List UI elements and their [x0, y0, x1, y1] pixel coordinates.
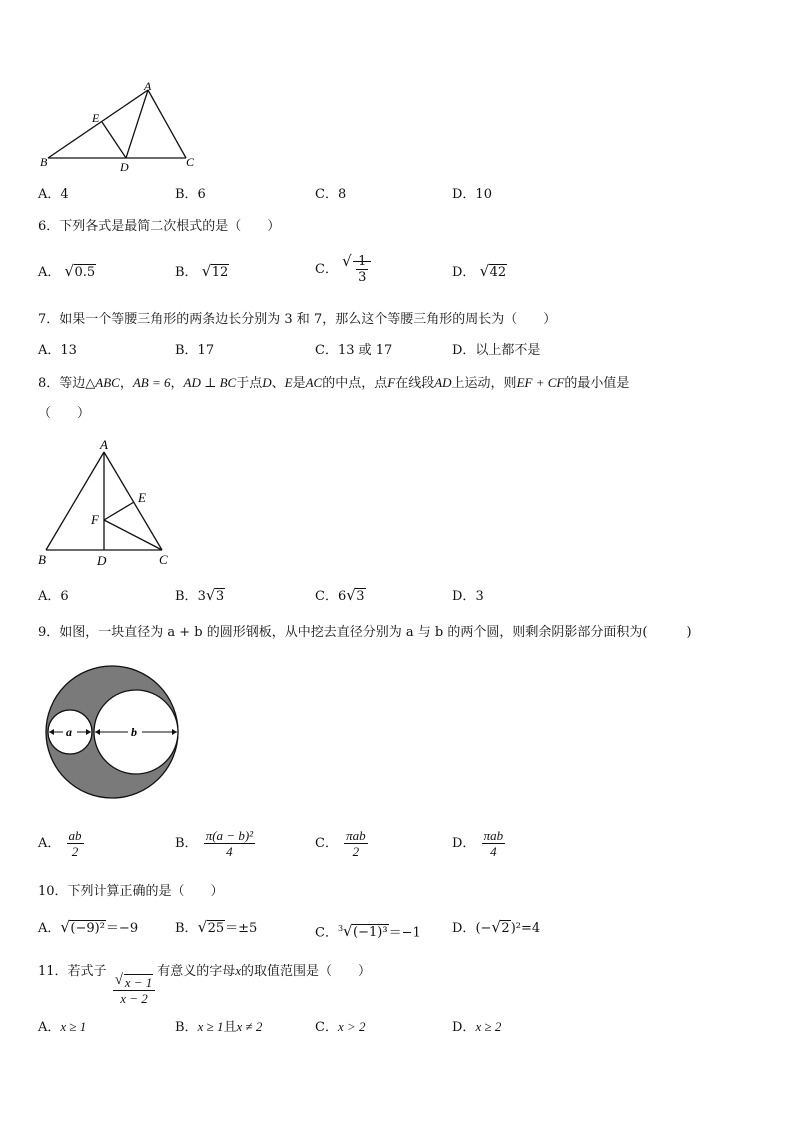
label-e: E: [92, 111, 100, 125]
q6-option-a[interactable]: [38, 264, 96, 282]
q11-prefix-d: D．: [452, 1020, 476, 1035]
q8-math: △ABC: [85, 375, 120, 390]
q8-text: 于点: [236, 376, 263, 391]
q7-option-c[interactable]: C．13 或 17: [315, 343, 393, 358]
q9-option-b[interactable]: [175, 828, 257, 859]
q8-math: E: [284, 375, 293, 390]
label-e: E: [138, 490, 146, 505]
sqrt-icon: [202, 264, 230, 282]
label-d: D: [97, 553, 107, 568]
q5-option-d[interactable]: D．10: [452, 187, 492, 202]
q11-prefix-b: B．: [175, 1020, 198, 1035]
q11-text: 有意义的字母: [157, 964, 236, 979]
sqrt-icon: [343, 924, 389, 942]
q7-option-b[interactable]: B．17: [175, 343, 215, 358]
sqrt-icon: [342, 254, 371, 285]
q9-a-numerator: ab: [68, 828, 82, 843]
q6-prefix-c: C．: [315, 262, 338, 277]
q8-text: 是: [292, 376, 306, 391]
q10-prefix-a: A．: [38, 921, 61, 936]
q9-option-a[interactable]: [38, 828, 86, 859]
q11-option-c[interactable]: [315, 1018, 366, 1037]
sqrt-icon: [65, 264, 97, 282]
q8-math: AD: [434, 375, 452, 390]
segment-ab: [46, 452, 104, 550]
q11-var: x: [235, 963, 242, 978]
q11-opt-c: x > 2: [337, 1019, 366, 1034]
q10-d-lhs: (−: [475, 921, 492, 936]
q8-opt-d-value: 3: [475, 589, 484, 604]
q11-option-b[interactable]: [175, 1018, 262, 1037]
equilateral-triangle-figure: [34, 436, 184, 570]
q11-opt-a: x ≥ 1: [60, 1019, 87, 1034]
q11-stem: [38, 962, 371, 1006]
q9-c-denominator: 2: [352, 844, 360, 859]
q8-text: ，: [119, 376, 133, 391]
q8-option-b[interactable]: [175, 588, 225, 606]
q8-math: D: [262, 375, 272, 390]
q10-a-radicand: (−9)²: [70, 921, 105, 936]
q10-b-rhs: ＝±5: [225, 921, 258, 936]
q8-opt-c-coef: 6: [337, 589, 347, 604]
q7-option-d[interactable]: D．以上都不是: [452, 343, 541, 358]
sqrt-icon: [346, 588, 365, 606]
q10-prefix-d: D．: [452, 921, 476, 936]
q9-option-d[interactable]: [452, 828, 507, 859]
segment-ad: [126, 90, 148, 158]
q6-prefix-b: B．: [175, 265, 198, 280]
q5-option-c[interactable]: C．8: [315, 187, 347, 202]
q11-text: 11．若式子: [38, 964, 107, 979]
q8-stem: [38, 374, 629, 393]
circle-plate-figure: [44, 664, 184, 804]
q9-d-numerator: πab: [483, 828, 504, 843]
q10-prefix-c: C．: [315, 925, 338, 941]
q9-prefix-c: C．: [315, 836, 338, 851]
q8-text: 在线段: [395, 376, 435, 391]
label-b: B: [38, 552, 46, 567]
q6-b-radicand: 12: [211, 265, 229, 280]
q9-a-denominator: 2: [71, 844, 79, 859]
q6-prefix-a: A．: [38, 265, 61, 280]
q11-opt-d: x ≥ 2: [475, 1019, 502, 1034]
sqrt-icon: [60, 920, 106, 938]
q10-d-radicand: 2: [501, 921, 510, 936]
q10-option-a[interactable]: [38, 920, 138, 938]
q6-prefix-d: D．: [452, 265, 476, 280]
q9-prefix-a: A．: [38, 836, 61, 851]
q10-b-radicand: 25: [207, 921, 225, 936]
q8-text: 上运动，则: [451, 376, 517, 391]
q10-c-root-index: 3: [337, 924, 344, 933]
q8-opt-c-radicand: 3: [356, 589, 365, 604]
q10-c-radicand: (−1)³: [353, 925, 388, 941]
q8-math: AC: [305, 375, 323, 390]
q8-opt-b-coef: 3: [197, 589, 206, 604]
q6-a-radicand: 0.5: [74, 265, 96, 280]
label-a: a: [66, 725, 72, 739]
q9-stem: 9．如图，一块直径为 a + b 的圆形钢板，从中挖去直径分别为 a 与 b 的两个圆，则剩余阴影部分面积为( ): [38, 625, 692, 640]
q9-prefix-d: D．: [452, 836, 476, 851]
q8-text: 、: [271, 376, 285, 391]
sqrt-icon: [491, 920, 510, 938]
q11-opt-b1: x ≥ 1: [197, 1019, 224, 1034]
segment-fe: [104, 502, 134, 520]
q9-d-denominator: 4: [490, 844, 497, 859]
q6-option-d[interactable]: [452, 264, 507, 282]
q9-b-numerator: π(a − b)²: [205, 828, 254, 843]
label-f: F: [91, 512, 99, 527]
q11-text: 的取值范围是（ ）: [241, 964, 372, 979]
q8-opt-a-value: 6: [60, 589, 69, 604]
q10-option-b[interactable]: [175, 920, 257, 938]
q6-d-radicand: 42: [489, 265, 507, 280]
q6-c-numerator: √ 1: [358, 254, 367, 269]
q7-stem: 7．如果一个等腰三角形的两条边长分别为 3 和 7，那么这个等腰三角形的周长为（ ）: [38, 312, 557, 327]
q8-text: 8．等边: [38, 376, 86, 391]
q6-c-denominator: 3: [358, 270, 367, 285]
q6-option-c[interactable]: [315, 254, 371, 285]
q8-prefix-d: D．: [452, 589, 476, 604]
q11-opt-b2: x ≠ 2: [236, 1019, 263, 1034]
q9-b-denominator: 4: [226, 844, 233, 859]
q10-option-c[interactable]: [315, 920, 421, 942]
q10-stem: 10．下列计算正确的是（ ）: [38, 884, 224, 899]
q9-option-c[interactable]: [315, 828, 370, 859]
q8-prefix-b: B．: [175, 589, 198, 604]
sqrt-icon: [198, 920, 226, 938]
q10-option-d[interactable]: [452, 920, 540, 938]
q11-denominator: x − 2: [120, 991, 148, 1006]
label-a: A: [144, 79, 152, 93]
label-b: b: [131, 725, 137, 739]
label-a: A: [100, 437, 108, 452]
q8-math: F: [387, 375, 396, 390]
q8-prefix-a: A．: [38, 589, 61, 604]
q8-text: ，: [170, 376, 184, 391]
q5-option-a[interactable]: A．4: [38, 187, 69, 202]
sqrt-icon: [480, 264, 508, 282]
q6-stem: 6．下列各式是最简二次根式的是（ ）: [38, 219, 281, 234]
sqrt-icon: [206, 588, 225, 606]
q8-option-a[interactable]: [38, 588, 69, 606]
triangle-figure-abc: [36, 78, 206, 178]
label-c: C: [159, 552, 168, 567]
q9-prefix-b: B．: [175, 836, 198, 851]
label-b: B: [40, 155, 48, 169]
q6-option-b[interactable]: [175, 264, 229, 282]
q11-prefix-a: A．: [38, 1020, 61, 1035]
label-d: D: [120, 160, 129, 174]
q10-prefix-b: B．: [175, 921, 198, 936]
q10-c-rhs: ＝−1: [388, 925, 421, 941]
label-c: C: [186, 155, 195, 169]
q10-d-rhs: )²=4: [510, 921, 541, 936]
q8-option-c[interactable]: [315, 588, 366, 606]
sqrt-icon: [115, 975, 154, 990]
q8-opt-b-radicand: 3: [215, 589, 225, 604]
q8-math: EF + CF: [516, 375, 565, 390]
q11-opt-b-and: 且: [223, 1020, 237, 1035]
q10-a-rhs: ＝−9: [105, 921, 139, 936]
q5-option-b[interactable]: B．6: [175, 187, 206, 202]
q8-option-d[interactable]: [452, 588, 484, 606]
q11-option-d[interactable]: [452, 1018, 501, 1037]
q11-option-a[interactable]: [38, 1018, 86, 1037]
q8-paren: （ ）: [38, 406, 91, 421]
q8-text: 的中点，点: [322, 376, 388, 391]
q11-prefix-c: C．: [315, 1020, 338, 1035]
q8-math: AD ⊥ BC: [183, 375, 237, 390]
q11-numerator: x − 1: [124, 975, 153, 990]
q9-c-numerator: πab: [346, 828, 366, 843]
segment-ed: [102, 122, 126, 158]
q7-option-a[interactable]: A．13: [38, 343, 77, 358]
segment-ac: [148, 90, 186, 158]
q8-prefix-c: C．: [315, 589, 338, 604]
q8-text: 的最小值是: [564, 376, 630, 391]
q8-math: AB = 6: [132, 375, 171, 390]
